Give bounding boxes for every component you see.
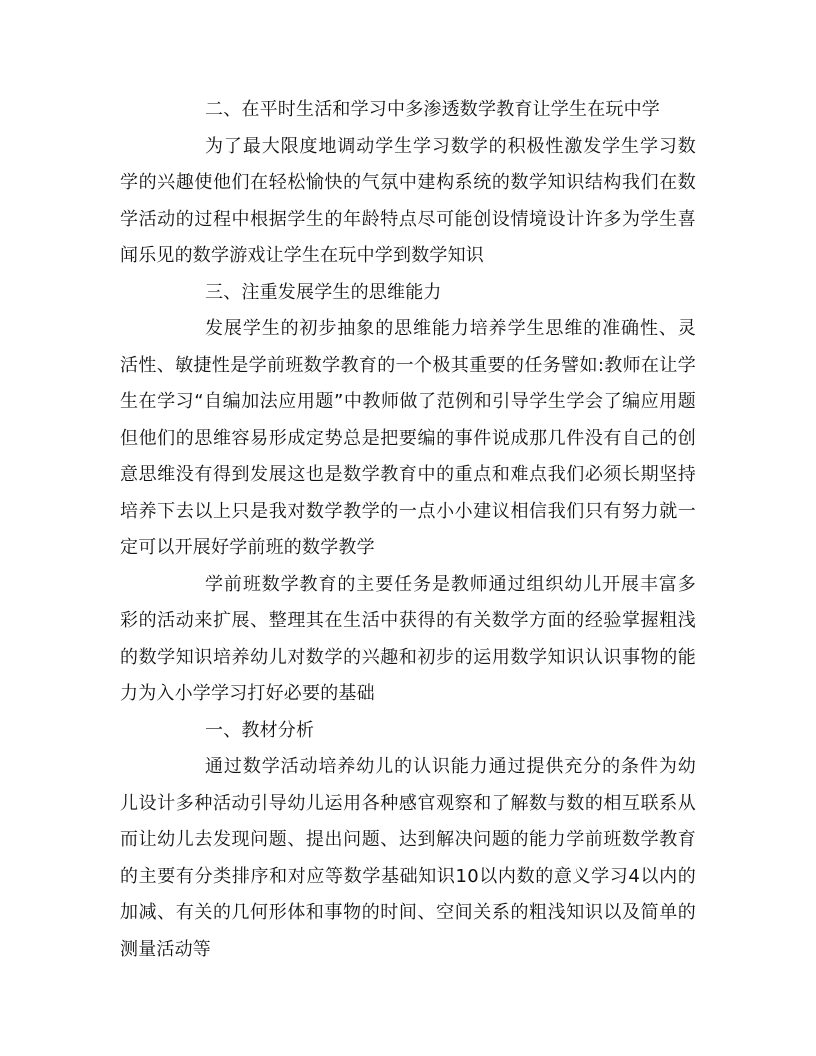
paragraph-interest: 为了最大限度地调动学生学习数学的积极性激发学生学习数学的兴趣使他们在轻松愉快的气氛中建构系统的数学知识结构我们在数学活动的过程中根据学生的年龄特点尽可能创设情境设计许多为学生喜闻乐见的数学游戏让学生在玩中学到数学知识: [120, 135, 696, 266]
heading-section-three: 三、注重发展学生的思维能力: [205, 281, 442, 303]
document-body: [120, 92, 696, 968]
heading-section-two: 二、在平时生活和学习中多渗透数学教育让学生在玩中学: [205, 99, 660, 120]
heading-section-one: 一、教材分析: [205, 719, 315, 741]
paragraph-thinking: 发展学生的初步抽象的思维能力培养学生思维的准确性、灵活性、敏捷性是学前班数学教育的一个极其重要的任务譬如:教师在让学生在学习“自编加法应用题”中教师做了范例和引导学生学会了编应用题但他们的思维容易形成定势总是把要编的事件说成那几件没有自己的创意思维没有得到发展这也是数学教育中的重点和难点我们必须长期坚持培养下去以上只是我对数学教学的一点小小建议相信我们只有努力就一定可以开展好学前班的数学教学: [120, 318, 696, 558]
paragraph-material: 通过数学活动培养幼儿的认识能力通过提供充分的条件为幼儿设计多种活动引导幼儿运用各种感官观察和了解数与数的相互联系从而让幼儿去发现问题、提出问题、达到解决问题的能力学前班数学教育的主要有分类排序和对应等数学基础知识10以内数的意义学习4以内的加减、有关的几何形体和事物的时间、空间关系的粗浅知识以及简单的测量活动等: [120, 756, 696, 960]
paragraph-main-task: 学前班数学教育的主要任务是教师通过组织幼儿开展丰富多彩的活动来扩展、整理其在生活中获得的有关数学方面的经验掌握粗浅的数学知识培养幼儿对数学的兴趣和初步的运用数学知识认识事物的能力为入小学学习打好必要的基础: [120, 573, 696, 704]
